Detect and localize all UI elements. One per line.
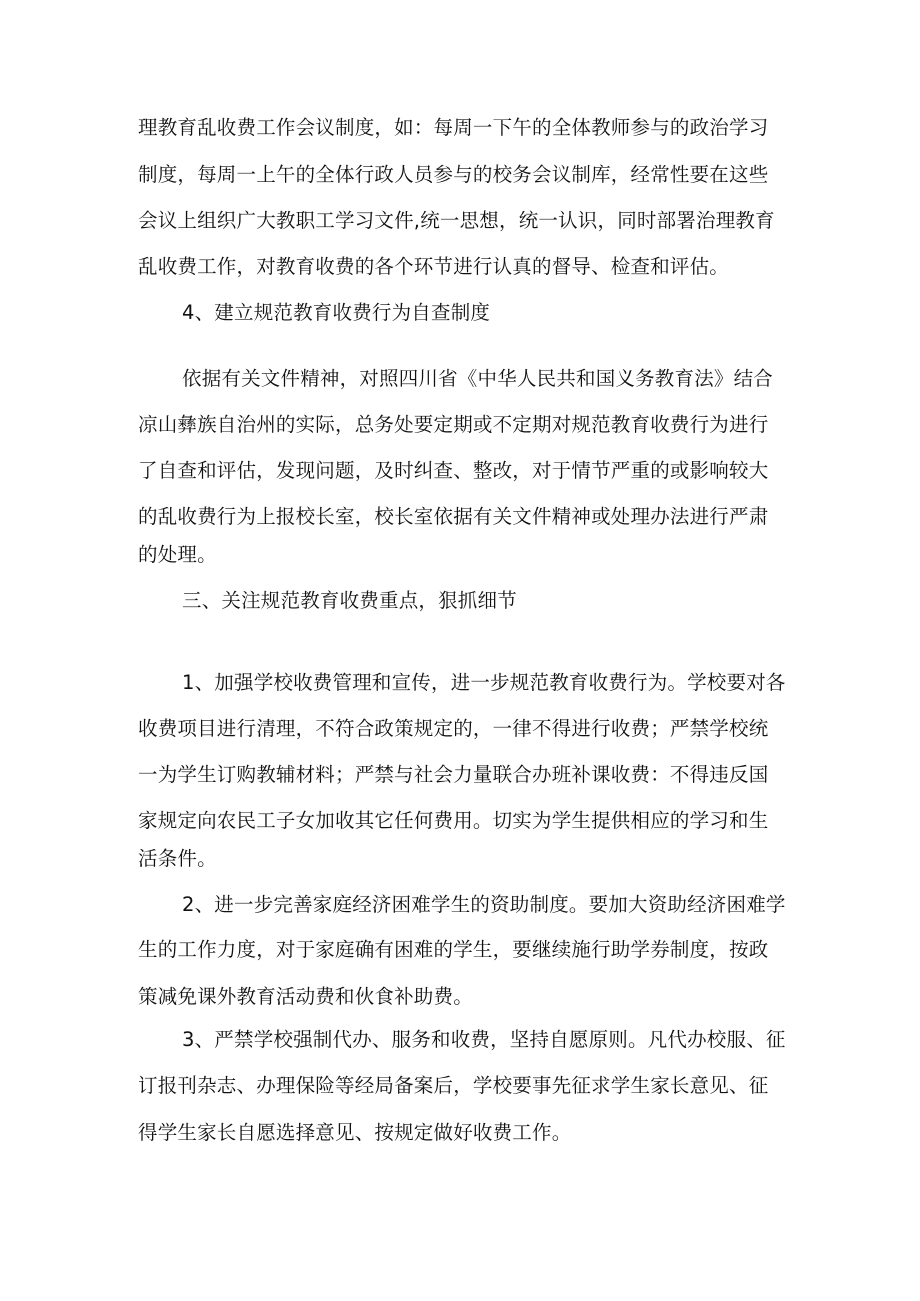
text-line: 了自查和评估，发现问题，及时纠查、整改，对于情节严重的或影响较大 — [138, 459, 769, 482]
text-line: 制度，每周一上午的全体行政人员参与的校务会议制库，经常性要在这些 — [138, 163, 769, 186]
heading-section-three: 三、关注规范教育收费重点，狠抓细节 — [182, 589, 517, 612]
text-line: 订报刊杂志、办理保险等经局备案后，学校要事先征求学生家长意见、征 — [138, 1074, 769, 1097]
text-line: 2、进一步完善家庭经济困难学生的资助制度。要加大资助经济困难学 — [182, 893, 786, 916]
text-line: 活条件。 — [138, 847, 217, 870]
text-line: 会议上组织广大教职工学习文件,统一思想，统一认识，同时部署治理教育 — [138, 209, 775, 232]
text-line: 理教育乱收费工作会议制度，如：每周一下午的全体教师参与的政治学习 — [138, 116, 769, 139]
text-line: 3、严禁学校强制代办、服务和收费，坚持自愿原则。凡代办校服、征 — [182, 1028, 786, 1051]
text-line: 的处理。 — [138, 543, 217, 566]
text-line: 收费项目进行清理，不符合政策规定的，一律不得进行收费；严禁学校统 — [138, 717, 769, 740]
text-line: 1、加强学校收费管理和宣传，进一步规范教育收费行为。学校要对各 — [182, 671, 786, 694]
text-line: 乱收费工作，对教育收费的各个环节进行认真的督导、检查和评估。 — [138, 255, 730, 278]
text-line: 依据有关文件精神，对照四川省《中华人民共和国义务教育法》结合 — [182, 367, 774, 390]
text-line: 家规定向农民工子女加收其它任何费用。切实为学生提供相应的学习和生 — [138, 809, 769, 832]
text-line: 凉山彝族自治州的实际，总务处要定期或不定期对规范教育收费行为进行 — [138, 413, 769, 436]
text-line: 策减免课外教育活动费和伙食补助费。 — [138, 985, 473, 1008]
heading-self-inspection: 4、建立规范教育收费行为自查制度 — [182, 301, 491, 324]
text-line: 得学生家长自愿选择意见、按规定做好收费工作。 — [138, 1121, 572, 1144]
text-line: 生的工作力度，对于家庭确有困难的学生，要继续施行助学券制度，按政 — [138, 938, 769, 961]
text-line: 一为学生订购教辅材料；严禁与社会力量联合办班补课收费：不得违反国 — [138, 763, 769, 786]
text-line: 的乱收费行为上报校长室，校长室依据有关文件精神或处理办法进行严肃 — [138, 505, 769, 528]
